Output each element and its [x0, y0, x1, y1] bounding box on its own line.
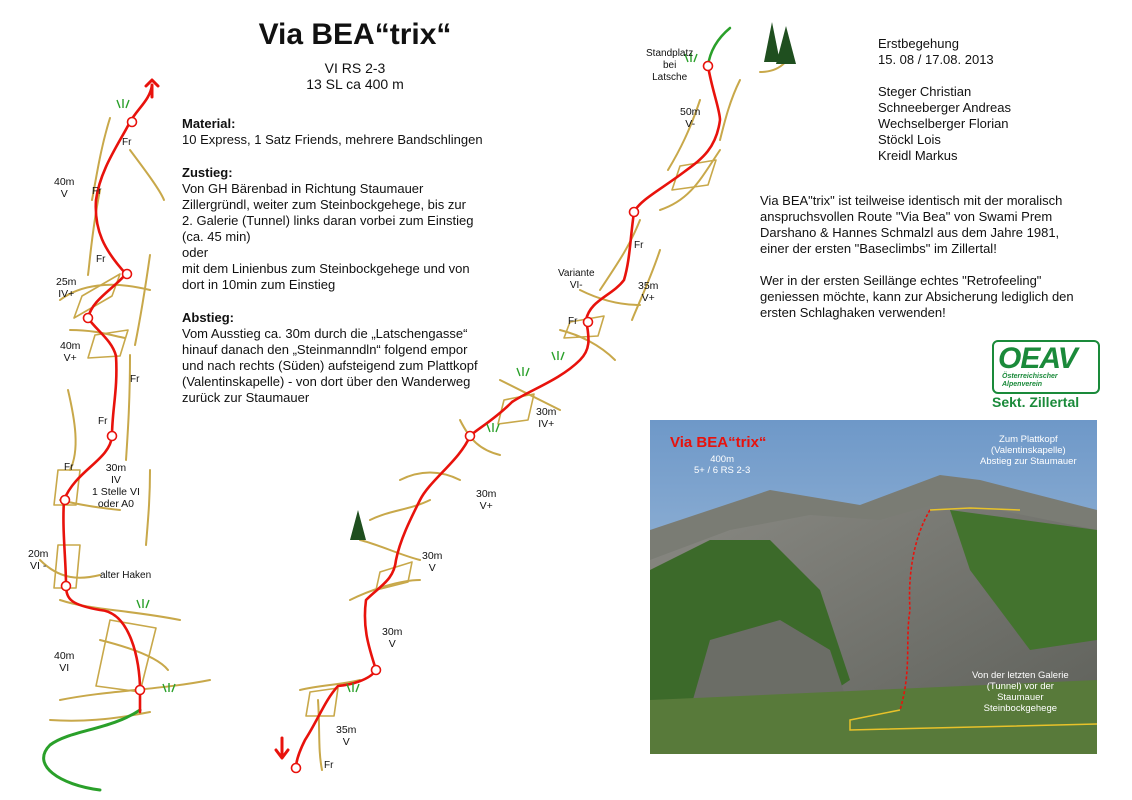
info-line: Darshano & Hannes Schmalzl aus dem Jahre 1981, — [760, 225, 1060, 240]
photo-grade: 5+ / 6 RS 2-3 — [694, 465, 751, 476]
zustieg-line: 2. Galerie (Tunnel) links daran vorbei zum Einstieg — [182, 213, 474, 228]
pitch-label — [56, 276, 76, 300]
friend-label: Fr — [64, 462, 74, 473]
pitch-length: 30m — [105, 462, 127, 474]
friend-label: Fr — [130, 374, 140, 385]
erstbegehung-section — [878, 36, 1078, 164]
pitch-grade: V — [388, 638, 396, 650]
material-text: 10 Express, 1 Satz Friends, mehrere Bandschlingen — [182, 132, 483, 147]
friend-label: Fr — [92, 186, 102, 197]
abstieg-line: hinauf danach den „Steinmanndln“ folgend empor — [182, 342, 468, 357]
abstieg-line: zurück zur Staumauer — [182, 390, 310, 405]
variante-text: Variante — [558, 268, 595, 279]
plattkopf-line: Zum Plattkopf — [999, 434, 1058, 445]
pitch-label — [92, 462, 140, 510]
pitch-label — [422, 550, 442, 574]
zustieg-line: mit dem Linienbus zum Steinbockgehege und von — [182, 261, 470, 276]
plattkopf-line: (Valentinskapelle) — [990, 445, 1066, 456]
pitch-grade: IV+ — [538, 418, 555, 430]
pitch-label — [336, 724, 356, 748]
pitch-grade: V+ — [63, 352, 77, 364]
pitch-note: 1 Stelle VI — [92, 486, 140, 498]
pitch-label — [60, 340, 80, 364]
photo-length: 400m — [710, 454, 734, 465]
photo-subtitle — [694, 454, 750, 476]
photo-title: Via BEA“trix“ — [670, 434, 767, 451]
info-line: einer der ersten "Baseclimbs" im Zillertal! — [760, 241, 997, 256]
info-section — [760, 193, 1120, 321]
pitch-length: 30m — [476, 488, 497, 500]
pitch-grade: IV — [110, 474, 121, 486]
pitch-label — [28, 548, 48, 572]
pitch-length: 30m — [422, 550, 443, 562]
galerie-line: (Tunnel) vor der — [986, 681, 1054, 692]
abstieg-line: (Valentinskapelle) - von dort über den Wanderweg — [182, 374, 471, 389]
pitch-label — [382, 626, 402, 650]
pitch-grade: VI — [59, 662, 70, 674]
friend-label: Fr — [634, 240, 644, 251]
pitch-length: 30m — [382, 626, 403, 638]
pitch-grade: V — [428, 562, 436, 574]
pitch-label — [476, 488, 496, 512]
route-title: Via BEA“trix“ — [258, 18, 452, 51]
pitch-label — [638, 280, 658, 304]
pitch-grade: V — [60, 188, 68, 200]
pitch-label — [54, 650, 74, 674]
pitch-length: 40m — [60, 340, 81, 352]
pitch-label — [680, 106, 700, 130]
logo-line1: Österreichischer — [1002, 373, 1058, 380]
variante-label — [558, 268, 595, 292]
info-line: geniessen möchte, kann zur Absicherung lediglich den — [760, 289, 1074, 304]
route-subtitle — [200, 60, 510, 92]
galerie-label — [972, 670, 1069, 714]
galerie-line: Steinbockgehege — [983, 703, 1058, 714]
material-heading: Material: — [182, 116, 236, 131]
plattkopf-label — [980, 434, 1077, 467]
pitch-grade: VI - — [30, 560, 47, 572]
zustieg-line: oder — [182, 245, 209, 260]
pitch-grade: V+ — [479, 500, 493, 512]
info-line: ersten Schlaghaken verwenden! — [760, 305, 946, 320]
info-line: Via BEA"trix" ist teilweise identisch mit der moralisch — [760, 193, 1063, 208]
zustieg-heading: Zustieg: — [182, 165, 233, 180]
abstieg-line: und nach rechts (Süden) aufsteigend zum Plattkopf — [182, 358, 478, 373]
plattkopf-line: Abstieg zur Staumauer — [980, 456, 1077, 467]
climber-name: Kreidl Markus — [878, 148, 958, 163]
route-grade: VI RS 2-3 — [324, 60, 386, 76]
pitch-grade: V+ — [641, 292, 655, 304]
info-line: Wer in der ersten Seillänge echtes "Retrofeeling" — [760, 273, 1042, 288]
standplatz-line: bei — [662, 60, 677, 71]
standplatz-line: Latsche — [652, 72, 688, 83]
info-line: anspruchsvollen Route "Via Bea" von Swami Prem — [760, 209, 1053, 224]
pitch-grade: IV+ — [58, 288, 75, 300]
pitch-grade: V — [342, 736, 350, 748]
standplatz-label — [646, 48, 693, 84]
variante-grade: VI- — [569, 280, 583, 291]
zustieg-line: (ca. 45 min) — [182, 229, 251, 244]
pitch-grade: V- — [685, 118, 696, 130]
logo-line2: Alpenverein — [1002, 381, 1043, 388]
abstieg-section — [182, 310, 522, 406]
friend-label: Fr — [96, 254, 106, 265]
zustieg-line: Von GH Bärenbad in Richtung Staumauer — [182, 181, 424, 196]
friend-label: Fr — [324, 760, 334, 771]
climber-name: Stöckl Lois — [878, 132, 941, 147]
route-photo — [650, 420, 1097, 754]
abstieg-line: Vom Ausstieg ca. 30m durch die „Latschengasse“ — [182, 326, 468, 341]
pitch-length: 30m — [536, 406, 557, 418]
pitch-length: 25m — [56, 276, 77, 288]
pitch-length: 35m — [336, 724, 357, 736]
friend-label: Fr — [98, 416, 108, 427]
standplatz-line: Standplatz — [646, 48, 694, 59]
erstbegehung-dates: 15. 08 / 17.08. 2013 — [878, 52, 994, 67]
pitch-length: 40m — [54, 650, 75, 662]
logo-word: OEAV — [998, 342, 1077, 375]
zustieg-line: Zillergründl, weiter zum Steinbockgehege, bis zur — [182, 197, 466, 212]
route-length: 13 SL ca 400 m — [306, 76, 404, 92]
material-section — [182, 116, 522, 148]
pitch-length: 50m — [680, 106, 701, 118]
section-name: Sekt. Zillertal — [992, 394, 1080, 410]
friend-label: Fr — [122, 137, 132, 148]
zustieg-section — [182, 165, 522, 293]
friend-label: Fr — [568, 316, 578, 327]
galerie-line: Staumauer — [997, 692, 1044, 703]
alter-haken-label: alter Haken — [100, 570, 152, 581]
pitch-length: 20m — [28, 548, 49, 560]
pitch-length: 35m — [638, 280, 659, 292]
climber-name: Steger Christian — [878, 84, 972, 99]
pitch-label — [54, 176, 74, 200]
abstieg-heading: Abstieg: — [182, 310, 234, 325]
galerie-line: Von der letzten Galerie — [972, 670, 1069, 681]
zustieg-line: dort in 10min zum Einstieg — [182, 277, 336, 292]
pitch-label — [536, 406, 556, 430]
climber-name: Schneeberger Andreas — [878, 100, 1011, 115]
climber-name: Wechselberger Florian — [878, 116, 1009, 131]
erstbegehung-heading: Erstbegehung — [878, 36, 959, 51]
pitch-note: oder A0 — [97, 498, 135, 510]
pitch-length: 40m — [54, 176, 75, 188]
oeav-logo — [992, 340, 1100, 394]
